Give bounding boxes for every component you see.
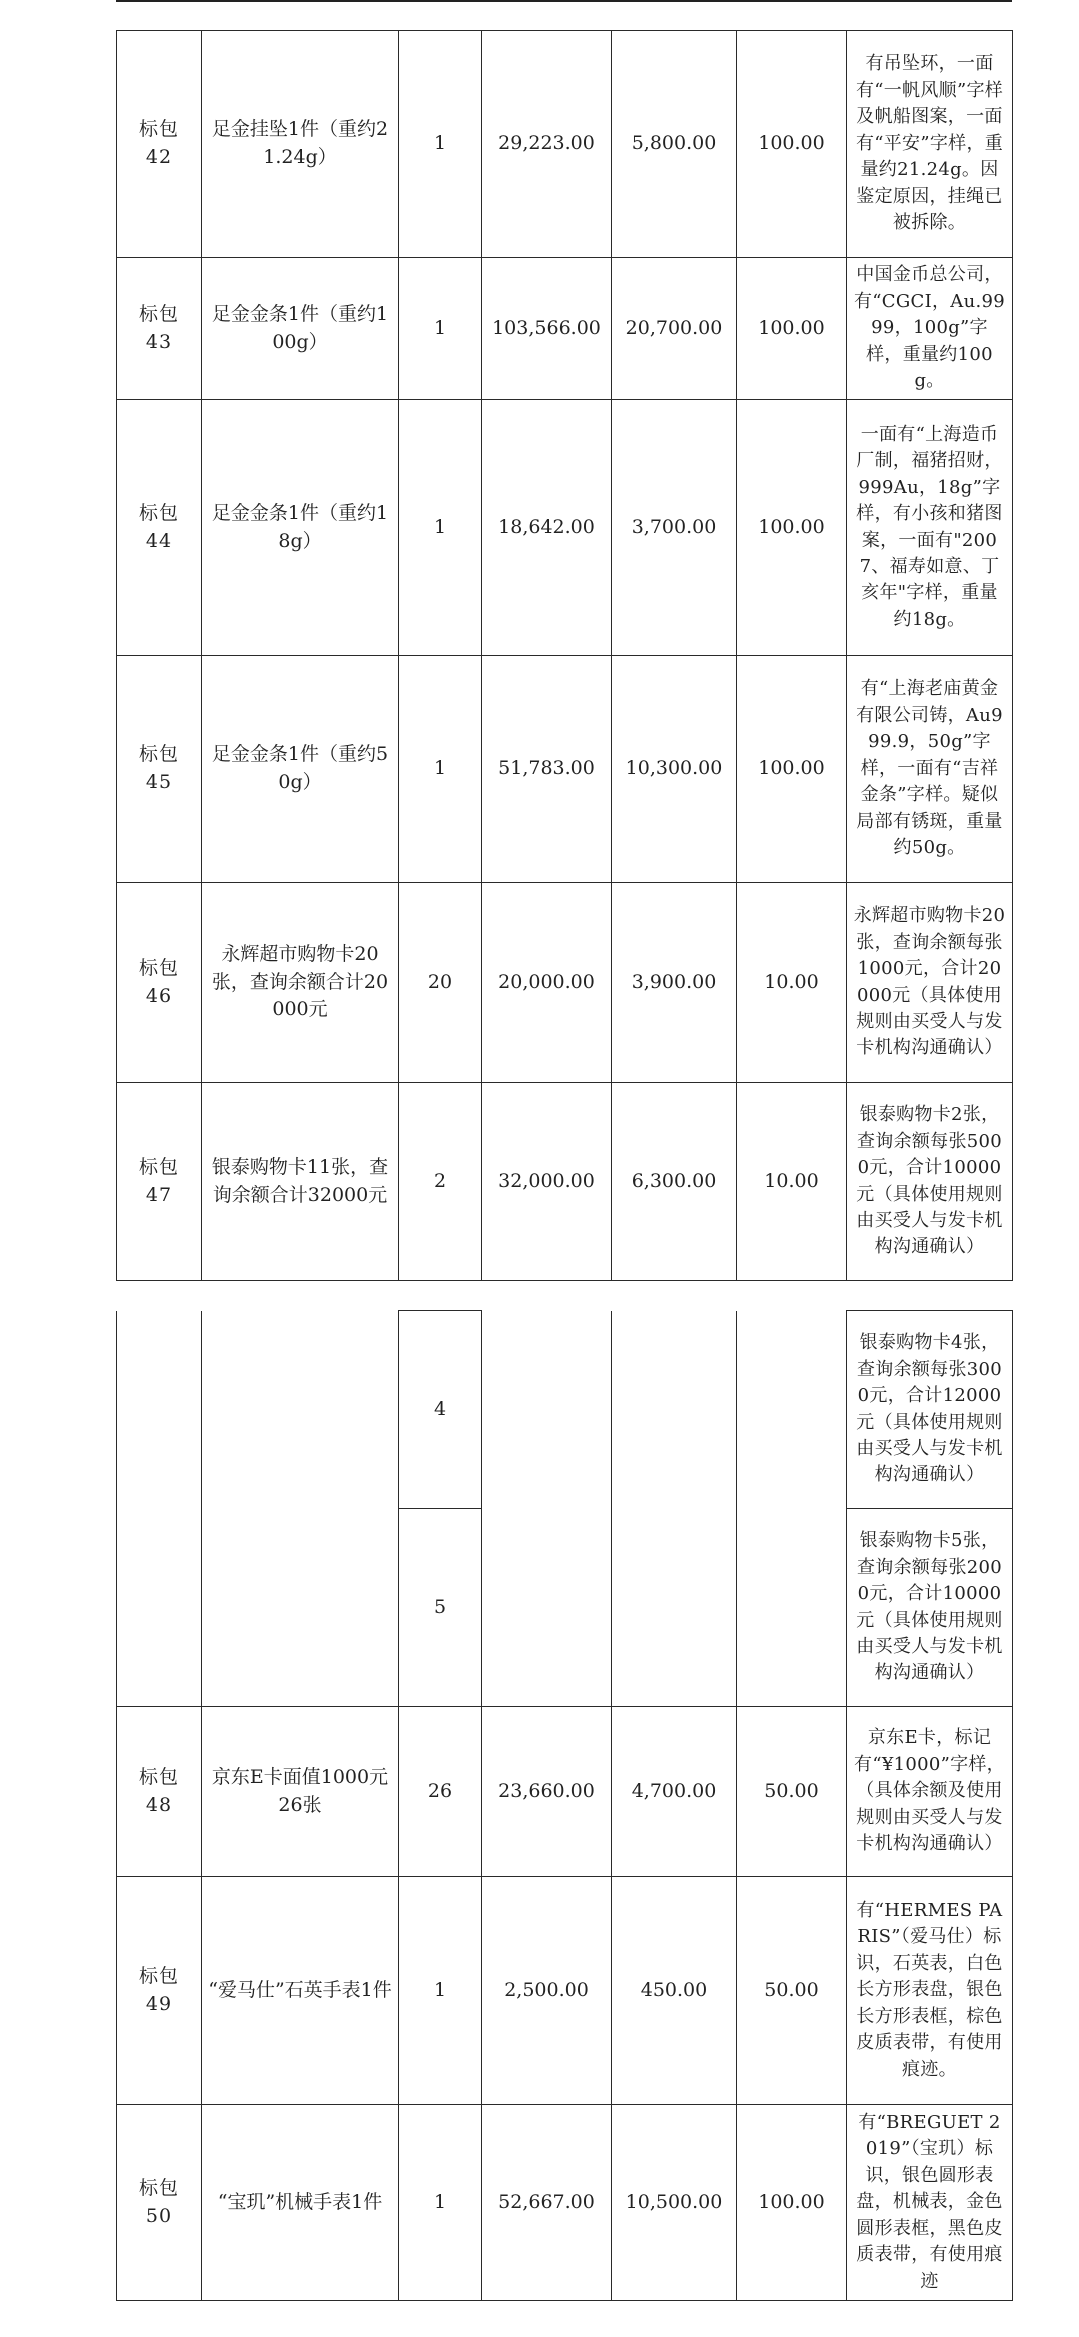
item-name-cell: 永辉超市购物卡20张，查询余额合计20000元 — [202, 883, 399, 1083]
start-price-cell: 4,700.00 — [612, 1707, 737, 1877]
item-name-cell: “爱马仕”石英手表1件 — [202, 1877, 399, 2105]
lot-label-cell: 标包 46 — [117, 883, 202, 1083]
table-row-continued — [117, 1311, 1013, 1509]
value-cell: 52,667.00 — [482, 2105, 612, 2301]
description-cell: 一面有“上海造币厂制，福猪招财，999Au，18g”字样，有小孩和猪图案，一面有"2007、福寿如意、丁亥年"字样，重量约18g。 — [847, 400, 1013, 656]
value-cell: 18,642.00 — [482, 400, 612, 656]
increment-cell: 50.00 — [737, 1877, 847, 2105]
lot-label-cell: 标包 45 — [117, 656, 202, 883]
description-cell: 银泰购物卡5张，查询余额每张2000元，合计10000元（具体使用规则由买受人与发卡机构沟通确认） — [847, 1509, 1013, 1707]
increment-cell: 50.00 — [737, 1707, 847, 1877]
auction-table-lower — [116, 1310, 1013, 2301]
table-row — [117, 1707, 1013, 1877]
lot-label-cell-continued — [117, 1311, 202, 1707]
lot-label-cell: 标包 49 — [117, 1877, 202, 2105]
item-name-cell: 足金金条1件（重约50g） — [202, 656, 399, 883]
increment-cell: 100.00 — [737, 400, 847, 656]
lot-label-cell: 标包 50 — [117, 2105, 202, 2301]
value-cell: 2,500.00 — [482, 1877, 612, 2105]
item-name-cell-continued — [202, 1311, 399, 1707]
description-cell: 永辉超市购物卡20张，查询余额每张1000元，合计20000元（具体使用规则由买受人与发卡机构沟通确认） — [847, 883, 1013, 1083]
increment-cell: 10.00 — [737, 1083, 847, 1281]
quantity-cell: 1 — [399, 400, 482, 656]
start-price-cell: 10,300.00 — [612, 656, 737, 883]
start-price-cell: 6,300.00 — [612, 1083, 737, 1281]
description-cell: 京东E卡，标记有“¥1000”字样，（具体余额及使用规则由买受人与发卡机构沟通确认） — [847, 1707, 1013, 1877]
item-name-cell: 京东E卡面值1000元26张 — [202, 1707, 399, 1877]
quantity-cell: 1 — [399, 1877, 482, 2105]
value-cell: 20,000.00 — [482, 883, 612, 1083]
increment-cell: 100.00 — [737, 31, 847, 258]
table-row — [117, 1877, 1013, 2105]
quantity-cell: 1 — [399, 258, 482, 400]
item-name-cell: 足金金条1件（重约18g） — [202, 400, 399, 656]
item-name-cell: 足金挂坠1件（重约21.24g） — [202, 31, 399, 258]
increment-cell: 100.00 — [737, 258, 847, 400]
quantity-cell: 1 — [399, 656, 482, 883]
item-name-cell: 足金金条1件（重约100g） — [202, 258, 399, 400]
start-price-cell: 3,700.00 — [612, 400, 737, 656]
quantity-cell: 26 — [399, 1707, 482, 1877]
increment-cell: 100.00 — [737, 656, 847, 883]
item-name-cell: 银泰购物卡11张，查询余额合计32000元 — [202, 1083, 399, 1281]
start-price-cell: 450.00 — [612, 1877, 737, 2105]
lot-label-cell: 标包 44 — [117, 400, 202, 656]
increment-cell: 10.00 — [737, 883, 847, 1083]
table-row — [117, 1083, 1013, 1281]
table-row — [117, 258, 1013, 400]
start-price-cell: 10,500.00 — [612, 2105, 737, 2301]
value-cell: 32,000.00 — [482, 1083, 612, 1281]
description-cell: 有“HERMES PARIS”（爱马仕）标识，石英表，白色长方形表盘，银色长方形表框，棕色皮质表带，有使用痕迹。 — [847, 1877, 1013, 2105]
page-top-rule — [116, 0, 1012, 2]
value-cell: 29,223.00 — [482, 31, 612, 258]
quantity-cell: 4 — [399, 1311, 482, 1509]
table-row — [117, 656, 1013, 883]
description-cell: 有“BREGUET 2019”（宝玑）标识，银色圆形表盘，机械表，金色圆形表框，黑色皮质表带，有使用痕迹 — [847, 2105, 1013, 2301]
lot-label-cell: 标包 47 — [117, 1083, 202, 1281]
item-name-cell: “宝玑”机械手表1件 — [202, 2105, 399, 2301]
table-row — [117, 400, 1013, 656]
start-price-cell: 20,700.00 — [612, 258, 737, 400]
table-row — [117, 2105, 1013, 2301]
lot-label-cell: 标包 48 — [117, 1707, 202, 1877]
description-cell: 有吊坠环，一面有“一帆风顺”字样及帆船图案，一面有“平安”字样，重量约21.24g。因鉴定原因，挂绳已被拆除。 — [847, 31, 1013, 258]
increment-cell-continued — [737, 1311, 847, 1707]
start-price-cell-continued — [612, 1311, 737, 1707]
quantity-cell: 5 — [399, 1509, 482, 1707]
lot-label-cell: 标包 43 — [117, 258, 202, 400]
description-cell: 银泰购物卡2张，查询余额每张5000元，合计10000元（具体使用规则由买受人与发卡机构沟通确认） — [847, 1083, 1013, 1281]
quantity-cell: 20 — [399, 883, 482, 1083]
quantity-cell: 2 — [399, 1083, 482, 1281]
description-cell: 银泰购物卡4张，查询余额每张3000元，合计12000元（具体使用规则由买受人与发卡机构沟通确认） — [847, 1311, 1013, 1509]
value-cell: 103,566.00 — [482, 258, 612, 400]
description-cell: 有“上海老庙黄金有限公司铸，Au999.9，50g”字样，一面有“吉祥金条”字样。疑似局部有锈斑，重量约50g。 — [847, 656, 1013, 883]
increment-cell: 100.00 — [737, 2105, 847, 2301]
auction-table-upper — [116, 30, 1013, 1281]
description-cell: 中国金币总公司，有“CGCI，Au.9999，100g”字样，重量约100g。 — [847, 258, 1013, 400]
value-cell-continued — [482, 1311, 612, 1707]
value-cell: 51,783.00 — [482, 656, 612, 883]
quantity-cell: 1 — [399, 2105, 482, 2301]
start-price-cell: 3,900.00 — [612, 883, 737, 1083]
table-row — [117, 883, 1013, 1083]
start-price-cell: 5,800.00 — [612, 31, 737, 258]
lot-label-cell: 标包 42 — [117, 31, 202, 258]
table-row — [117, 31, 1013, 258]
value-cell: 23,660.00 — [482, 1707, 612, 1877]
quantity-cell: 1 — [399, 31, 482, 258]
